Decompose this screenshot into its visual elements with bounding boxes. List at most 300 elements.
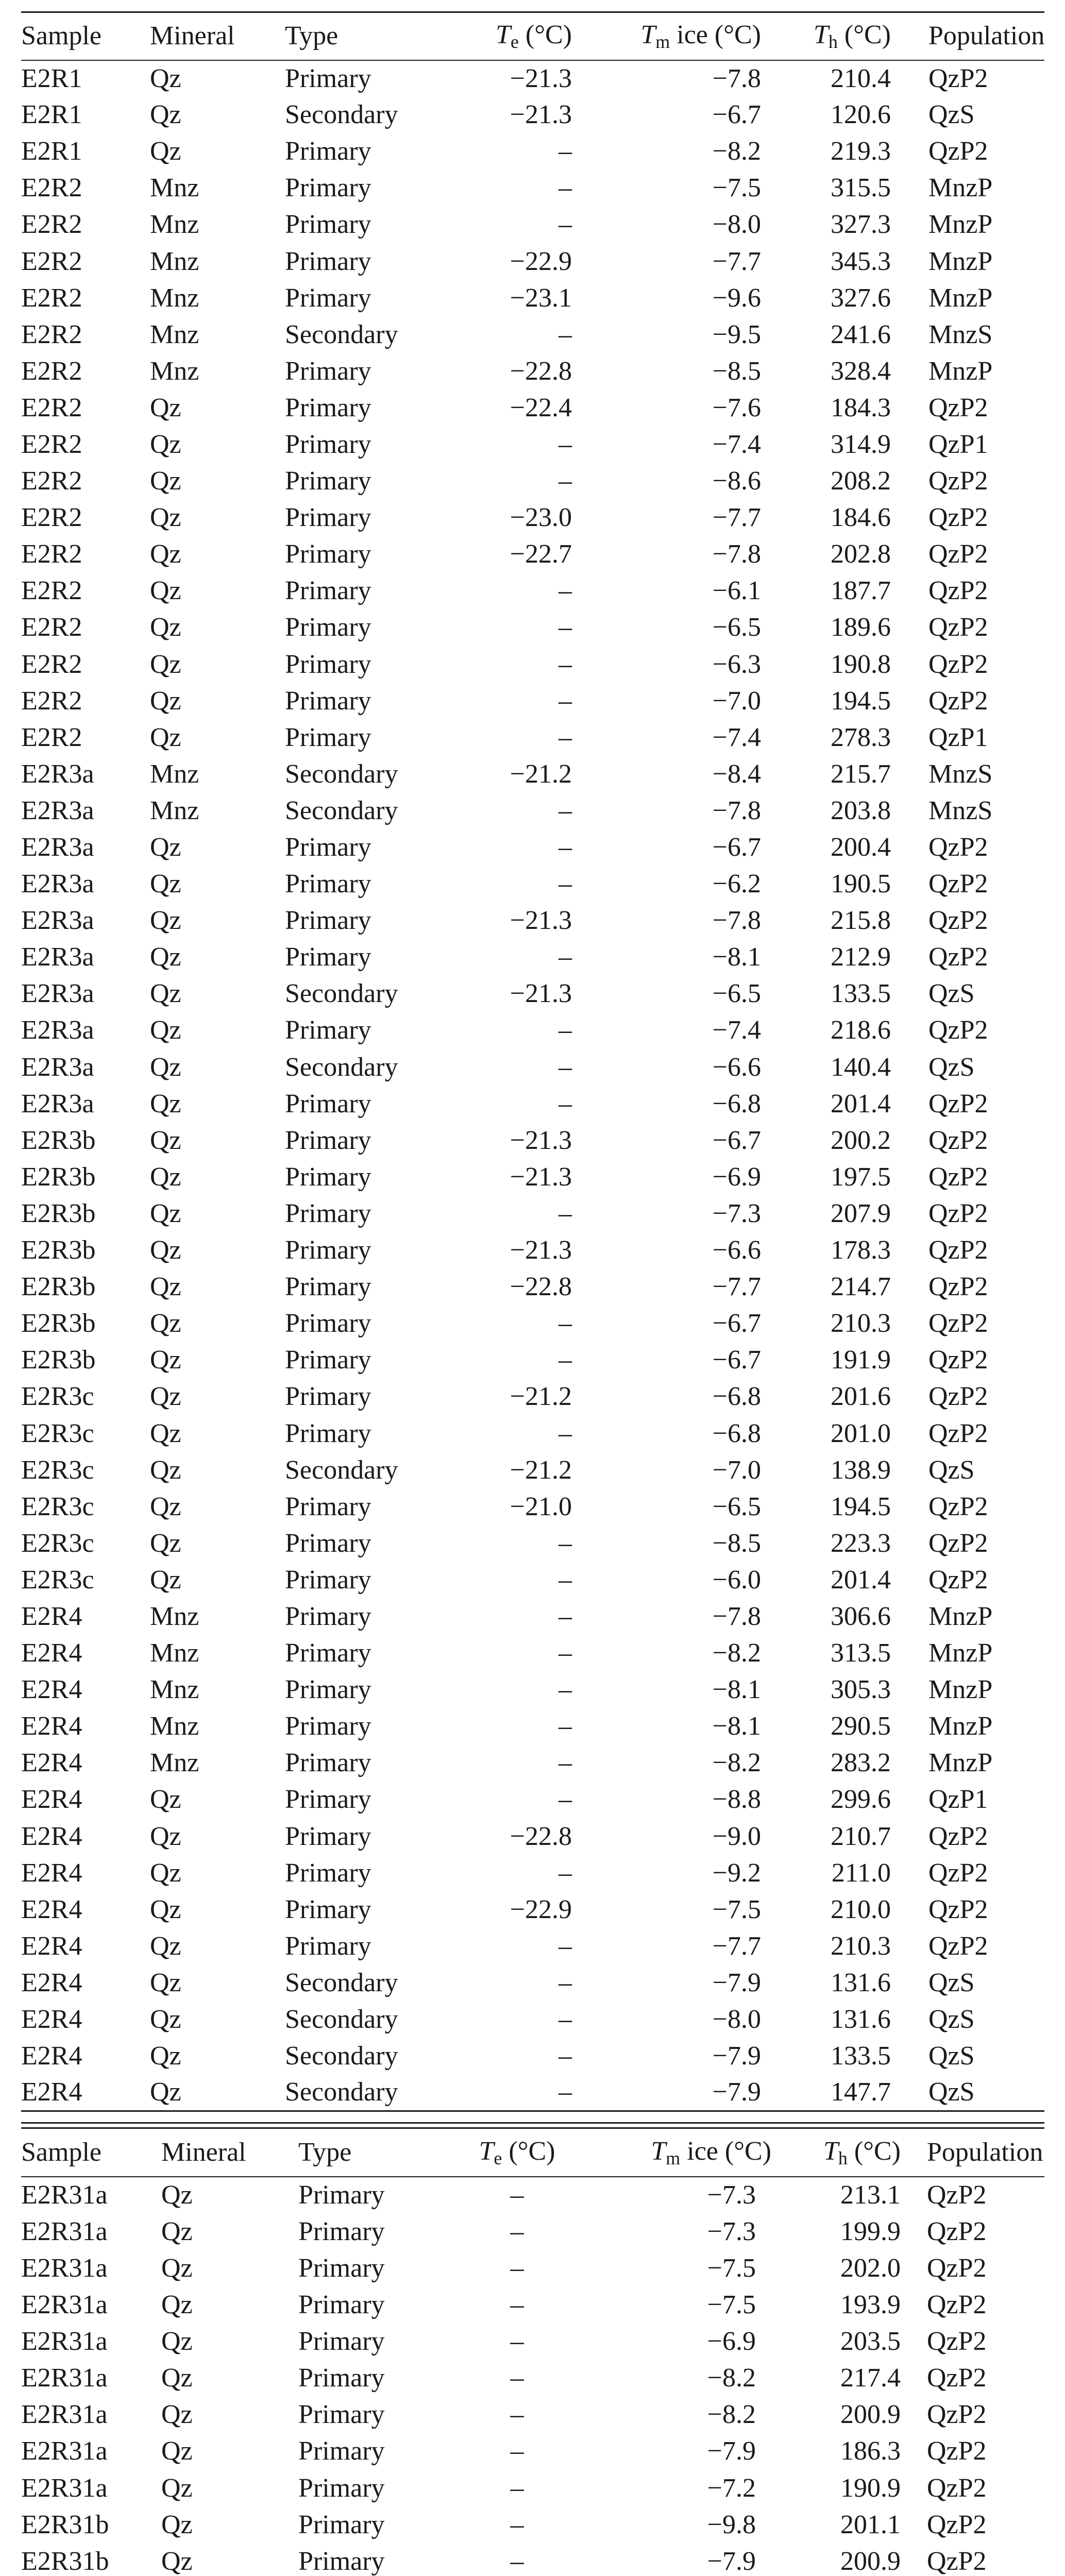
cell-mineral: Qz: [161, 2290, 193, 2320]
cell-tm-ice: −7.9: [707, 2436, 756, 2466]
cell-population: QzS: [928, 1455, 975, 1485]
cell-type: Primary: [285, 1711, 371, 1741]
cell-tm-ice: −7.2: [707, 2473, 756, 2503]
cell-population: MnzS: [928, 319, 993, 349]
table-row: [21, 756, 1044, 792]
cell-sample: E2R4: [21, 1601, 82, 1631]
cell-type: Secondary: [285, 759, 398, 789]
cell-sample: E2R31b: [21, 2546, 109, 2576]
cell-th: 199.9: [840, 2216, 901, 2246]
cell-type: Primary: [285, 1528, 371, 1558]
cell-th: 278.3: [831, 722, 891, 752]
cell-sample: E2R4: [21, 2005, 82, 2035]
cell-tm-ice: −7.8: [712, 795, 761, 825]
cell-population: MnzS: [928, 759, 993, 789]
cell-th: 299.6: [831, 1785, 891, 1815]
cell-population: QzP2: [928, 1931, 988, 1961]
cell-sample: E2R3a: [21, 795, 94, 825]
cell-tm-ice: −6.8: [712, 1418, 761, 1448]
cell-tm-ice: −7.4: [712, 722, 761, 752]
table-row: [21, 243, 1044, 280]
cell-sample: E2R3c: [21, 1382, 94, 1412]
table-row: [21, 2075, 1044, 2111]
table-row: [21, 573, 1044, 609]
cell-sample: E2R3b: [21, 1235, 96, 1265]
cell-te: –: [559, 2077, 572, 2107]
cell-population: QzP2: [927, 2363, 987, 2393]
cell-population: MnzS: [928, 795, 993, 825]
cell-sample: E2R2: [21, 466, 82, 496]
cell-te: –: [559, 466, 572, 496]
cell-type: Primary: [285, 1785, 371, 1815]
cell-type: Secondary: [285, 979, 398, 1009]
cell-tm-ice: −8.1: [712, 1675, 761, 1705]
cell-type: Primary: [285, 686, 371, 716]
cell-te: –: [510, 2327, 524, 2357]
cell-th: 210.7: [831, 1821, 891, 1851]
cell-sample: E2R31a: [21, 2473, 108, 2503]
cell-tm-ice: −8.0: [712, 210, 761, 240]
cell-tm-ice: −7.9: [712, 2077, 761, 2107]
cell-type: Primary: [285, 539, 371, 569]
cell-th: 190.5: [831, 869, 891, 899]
cell-population: QzP2: [928, 942, 988, 972]
cell-tm-ice: −8.8: [712, 1785, 761, 1815]
cell-tm-ice: −7.8: [712, 63, 761, 93]
cell-sample: E2R2: [21, 356, 82, 386]
cell-type: Primary: [298, 2216, 385, 2246]
header-th: $T_h$ (°C): [823, 2136, 901, 2168]
cell-te: −21.3: [510, 1125, 572, 1155]
cell-mineral: Mnz: [150, 1638, 199, 1668]
header-mineral: Mineral: [150, 21, 235, 51]
cell-tm-ice: −7.4: [712, 1015, 761, 1045]
cell-te: –: [559, 722, 572, 752]
cell-sample: E2R4: [21, 2077, 82, 2107]
cell-te: −22.4: [510, 393, 572, 422]
cell-tm-ice: −7.5: [712, 173, 761, 203]
cell-te: –: [510, 2436, 524, 2466]
cell-te: –: [510, 2400, 524, 2430]
table-row: [21, 2360, 1044, 2397]
cell-te: –: [510, 2546, 524, 2576]
cell-type: Primary: [285, 1162, 371, 1192]
cell-te: –: [559, 429, 572, 459]
cell-th: 190.9: [840, 2473, 901, 2503]
cell-mineral: Qz: [150, 722, 181, 752]
cell-th: 202.8: [831, 539, 891, 569]
cell-tm-ice: −7.4: [712, 429, 761, 459]
cell-th: 217.4: [840, 2363, 901, 2393]
cell-mineral: Qz: [150, 539, 181, 569]
cell-mineral: Qz: [150, 1382, 181, 1412]
cell-type: Primary: [285, 1931, 371, 1961]
cell-population: QzP2: [928, 539, 988, 569]
cell-te: −22.9: [510, 246, 572, 276]
cell-type: Primary: [285, 1125, 371, 1155]
cell-population: QzP2: [928, 613, 988, 642]
cell-sample: E2R4: [21, 1821, 82, 1851]
cell-tm-ice: −7.7: [712, 503, 761, 533]
cell-population: QzS: [928, 979, 975, 1009]
table-row: [21, 207, 1044, 243]
cell-tm-ice: −8.2: [712, 137, 761, 166]
cell-th: 203.5: [840, 2327, 901, 2357]
cell-th: 133.5: [831, 979, 891, 1009]
cell-te: –: [559, 1968, 572, 1997]
table-row: [21, 683, 1044, 719]
cell-tm-ice: −6.7: [712, 833, 761, 862]
cell-sample: E2R4: [21, 1894, 82, 1924]
cell-tm-ice: −6.5: [712, 979, 761, 1009]
cell-te: –: [510, 2473, 524, 2503]
cell-mineral: Qz: [150, 1858, 181, 1888]
cell-sample: E2R3b: [21, 1272, 96, 1302]
cell-te: –: [559, 1528, 572, 1558]
cell-th: 133.5: [831, 2041, 891, 2071]
header-th: $T_h$ (°C): [813, 20, 891, 52]
cell-te: –: [559, 210, 572, 240]
cell-population: MnzP: [928, 1748, 993, 1778]
cell-th: 212.9: [831, 942, 891, 972]
cell-type: Primary: [298, 2546, 385, 2576]
cell-te: −23.1: [510, 283, 572, 313]
cell-th: 201.4: [831, 1089, 891, 1118]
cell-type: Primary: [285, 1198, 371, 1228]
cell-mineral: Qz: [150, 1968, 181, 1997]
cell-tm-ice: −9.5: [712, 319, 761, 349]
cell-sample: E2R3c: [21, 1528, 94, 1558]
cell-tm-ice: −7.6: [712, 393, 761, 422]
cell-th: 200.9: [840, 2546, 901, 2576]
cell-mineral: Qz: [150, 1894, 181, 1924]
cell-population: QzP2: [927, 2510, 987, 2539]
cell-population: MnzP: [928, 1675, 993, 1705]
table-row: [21, 719, 1044, 756]
cell-type: Primary: [285, 1638, 371, 1668]
cell-population: QzP2: [927, 2546, 987, 2576]
cell-th: 315.5: [831, 173, 891, 203]
document: [21, 11, 1044, 2576]
cell-th: 305.3: [831, 1675, 891, 1705]
cell-tm-ice: −6.9: [712, 1162, 761, 1192]
cell-tm-ice: −6.6: [712, 1052, 761, 1082]
cell-population: QzP2: [928, 1235, 988, 1265]
header-type: Type: [298, 2138, 352, 2167]
cell-mineral: Qz: [161, 2400, 193, 2430]
cell-te: −21.3: [510, 63, 572, 93]
cell-tm-ice: −9.2: [712, 1858, 761, 1888]
cell-mineral: Qz: [150, 1455, 181, 1485]
cell-type: Primary: [285, 942, 371, 972]
cell-th: 140.4: [831, 1052, 891, 1082]
cell-sample: E2R3a: [21, 1089, 94, 1118]
cell-mineral: Qz: [161, 2216, 193, 2246]
cell-mineral: Qz: [150, 1162, 181, 1192]
cell-sample: E2R31a: [21, 2363, 108, 2393]
header-te: $T_e$ (°C): [495, 20, 572, 52]
table-row: [21, 170, 1044, 207]
cell-mineral: Qz: [150, 869, 181, 899]
cell-type: Primary: [285, 722, 371, 752]
table-row: [21, 1562, 1044, 1598]
cell-population: QzS: [928, 1052, 975, 1082]
cell-type: Secondary: [285, 319, 398, 349]
cell-mineral: Qz: [150, 906, 181, 936]
cell-th: 147.7: [831, 2077, 891, 2107]
cell-th: 215.7: [831, 759, 891, 789]
cell-te: –: [559, 319, 572, 349]
cell-sample: E2R2: [21, 283, 82, 313]
cell-mineral: Qz: [150, 1492, 181, 1521]
cell-mineral: Mnz: [150, 319, 199, 349]
header-mineral: Mineral: [161, 2138, 246, 2167]
cell-tm-ice: −8.4: [712, 759, 761, 789]
table-row: [21, 609, 1044, 646]
cell-mineral: Qz: [150, 1089, 181, 1118]
cell-mineral: Qz: [150, 1931, 181, 1961]
cell-te: –: [559, 576, 572, 606]
cell-mineral: Qz: [150, 1052, 181, 1082]
cell-tm-ice: −6.6: [712, 1235, 761, 1265]
cell-type: Primary: [285, 1565, 371, 1595]
cell-population: QzP2: [927, 2180, 987, 2210]
cell-tm-ice: −7.7: [712, 1931, 761, 1961]
cell-sample: E2R3c: [21, 1565, 94, 1595]
table-row: [21, 1891, 1044, 1928]
cell-mineral: Qz: [150, 429, 181, 459]
cell-th: 313.5: [831, 1638, 891, 1668]
table-row: [21, 1672, 1044, 1708]
cell-mineral: Qz: [161, 2436, 193, 2466]
cell-type: Secondary: [285, 2005, 398, 2035]
cell-type: Primary: [285, 869, 371, 899]
cell-te: –: [559, 137, 572, 166]
cell-te: −21.2: [510, 1455, 572, 1485]
cell-type: Primary: [298, 2253, 385, 2283]
cell-te: –: [559, 1675, 572, 1705]
cell-th: 283.2: [831, 1748, 891, 1778]
table-row: [21, 1745, 1044, 1782]
cell-population: MnzP: [928, 246, 993, 276]
cell-tm-ice: −6.8: [712, 1089, 761, 1118]
cell-tm-ice: −8.1: [712, 1711, 761, 1741]
cell-sample: E2R4: [21, 1858, 82, 1888]
cell-population: QzP1: [928, 1785, 988, 1815]
cell-mineral: Qz: [150, 1565, 181, 1595]
cell-type: Primary: [285, 1089, 371, 1118]
cell-population: QzP2: [928, 686, 988, 716]
cell-te: –: [510, 2363, 524, 2393]
cell-tm-ice: −7.5: [712, 1894, 761, 1924]
cell-type: Secondary: [285, 795, 398, 825]
cell-mineral: Qz: [150, 1528, 181, 1558]
cell-th: 131.6: [831, 1968, 891, 1997]
cell-te: –: [559, 1418, 572, 1448]
cell-tm-ice: −6.1: [712, 576, 761, 606]
cell-sample: E2R3c: [21, 1455, 94, 1485]
cell-type: Primary: [285, 173, 371, 203]
cell-sample: E2R3a: [21, 942, 94, 972]
table-row: [21, 1855, 1044, 1891]
cell-tm-ice: −6.3: [712, 649, 761, 679]
cell-mineral: Mnz: [150, 210, 199, 240]
cell-mineral: Qz: [150, 466, 181, 496]
cell-mineral: Mnz: [150, 356, 199, 386]
cell-population: QzP2: [928, 1272, 988, 1302]
cell-type: Primary: [285, 429, 371, 459]
cell-th: 131.6: [831, 2005, 891, 2035]
header-population: Population: [927, 2138, 1043, 2167]
cell-sample: E2R2: [21, 429, 82, 459]
cell-th: 138.9: [831, 1455, 891, 1485]
cell-te: –: [510, 2510, 524, 2539]
cell-type: Primary: [285, 210, 371, 240]
cell-tm-ice: −8.6: [712, 466, 761, 496]
cell-population: QzP1: [928, 722, 988, 752]
cell-population: MnzP: [928, 210, 993, 240]
cell-te: −21.3: [510, 100, 572, 130]
cell-type: Primary: [285, 576, 371, 606]
cell-tm-ice: −6.7: [712, 1309, 761, 1338]
cell-type: Primary: [285, 1675, 371, 1705]
cell-te: –: [559, 2041, 572, 2071]
cell-population: QzP2: [928, 466, 988, 496]
cell-th: 327.6: [831, 283, 891, 313]
cell-th: 328.4: [831, 356, 891, 386]
cell-th: 208.2: [831, 466, 891, 496]
cell-sample: E2R31a: [21, 2180, 108, 2210]
cell-te: −22.9: [510, 1894, 572, 1924]
cell-th: 327.3: [831, 210, 891, 240]
cell-population: QzP2: [928, 1198, 988, 1228]
cell-te: –: [559, 649, 572, 679]
header-sample: Sample: [21, 21, 102, 51]
cell-mineral: Qz: [150, 649, 181, 679]
cell-population: MnzP: [928, 173, 993, 203]
cell-sample: E2R4: [21, 1638, 82, 1668]
table-row: [21, 1049, 1044, 1086]
cell-th: 187.7: [831, 576, 891, 606]
cell-mineral: Qz: [161, 2327, 193, 2357]
table-row: [21, 939, 1044, 976]
cell-population: QzP2: [928, 906, 988, 936]
table-row: [21, 2470, 1044, 2506]
cell-mineral: Qz: [161, 2180, 193, 2210]
cell-mineral: Qz: [150, 613, 181, 642]
cell-sample: E2R4: [21, 1785, 82, 1815]
cell-type: Primary: [285, 283, 371, 313]
table-row: [21, 792, 1044, 829]
cell-sample: E2R1: [21, 137, 82, 166]
cell-tm-ice: −7.7: [712, 1272, 761, 1302]
table-row: [21, 316, 1044, 353]
cell-sample: E2R4: [21, 1748, 82, 1778]
cell-th: 215.8: [831, 906, 891, 936]
cell-tm-ice: −6.0: [712, 1565, 761, 1595]
cell-tm-ice: −7.8: [712, 539, 761, 569]
cell-sample: E2R31a: [21, 2436, 108, 2466]
cell-mineral: Qz: [150, 1345, 181, 1375]
table-row: [21, 1415, 1044, 1452]
cell-type: Primary: [298, 2327, 385, 2357]
cell-te: –: [510, 2216, 524, 2246]
fluid-inclusion-table-1: [21, 11, 1044, 2112]
cell-mineral: Qz: [150, 137, 181, 166]
cell-type: Primary: [285, 1345, 371, 1375]
cell-th: 210.0: [831, 1894, 891, 1924]
cell-sample: E2R3a: [21, 1015, 94, 1045]
cell-th: 201.1: [840, 2510, 901, 2539]
cell-te: –: [559, 1089, 572, 1118]
table-row: [21, 536, 1044, 573]
table-row: [21, 903, 1044, 939]
cell-sample: E2R4: [21, 2041, 82, 2071]
cell-te: –: [559, 1565, 572, 1595]
cell-th: 186.3: [840, 2436, 901, 2466]
cell-type: Primary: [285, 63, 371, 93]
cell-population: MnzP: [928, 1711, 993, 1741]
table-row: [21, 2287, 1044, 2324]
cell-mineral: Qz: [150, 1198, 181, 1228]
cell-type: Primary: [285, 906, 371, 936]
table-row: [21, 463, 1044, 500]
cell-tm-ice: −9.6: [712, 283, 761, 313]
cell-sample: E2R2: [21, 722, 82, 752]
cell-tm-ice: −6.7: [712, 1125, 761, 1155]
cell-tm-ice: −8.2: [707, 2400, 756, 2430]
cell-tm-ice: −8.5: [712, 1528, 761, 1558]
cell-te: –: [559, 1931, 572, 1961]
cell-te: –: [559, 1858, 572, 1888]
cell-tm-ice: −6.8: [712, 1382, 761, 1412]
cell-th: 201.4: [831, 1565, 891, 1595]
table-row: [21, 2397, 1044, 2433]
cell-type: Secondary: [285, 2041, 398, 2071]
cell-te: –: [559, 942, 572, 972]
cell-population: QzP2: [928, 576, 988, 606]
cell-tm-ice: −6.9: [707, 2327, 756, 2357]
cell-population: QzP2: [928, 503, 988, 533]
cell-tm-ice: −7.3: [712, 1198, 761, 1228]
cell-te: −22.8: [510, 356, 572, 386]
cell-sample: E2R3a: [21, 979, 94, 1009]
cell-tm-ice: −7.7: [712, 246, 761, 276]
cell-type: Primary: [285, 1235, 371, 1265]
table-row: [21, 1342, 1044, 1379]
cell-type: Primary: [298, 2290, 385, 2320]
cell-tm-ice: −7.9: [712, 1968, 761, 1997]
cell-sample: E2R3a: [21, 1052, 94, 1082]
cell-sample: E2R3b: [21, 1162, 96, 1192]
table-row: [21, 1525, 1044, 1562]
cell-mineral: Qz: [150, 979, 181, 1009]
cell-th: 201.6: [831, 1382, 891, 1412]
cell-te: –: [559, 2005, 572, 2035]
cell-te: –: [559, 1198, 572, 1228]
cell-type: Primary: [285, 613, 371, 642]
cell-th: 218.6: [831, 1015, 891, 1045]
table-header-row: [21, 12, 1044, 60]
cell-mineral: Qz: [150, 1785, 181, 1815]
cell-sample: E2R2: [21, 686, 82, 716]
cell-th: 314.9: [831, 429, 891, 459]
cell-sample: E2R2: [21, 576, 82, 606]
cell-th: 200.2: [831, 1125, 891, 1155]
cell-mineral: Qz: [150, 1015, 181, 1045]
cell-sample: E2R3b: [21, 1198, 96, 1228]
header-sample: Sample: [21, 2138, 102, 2167]
